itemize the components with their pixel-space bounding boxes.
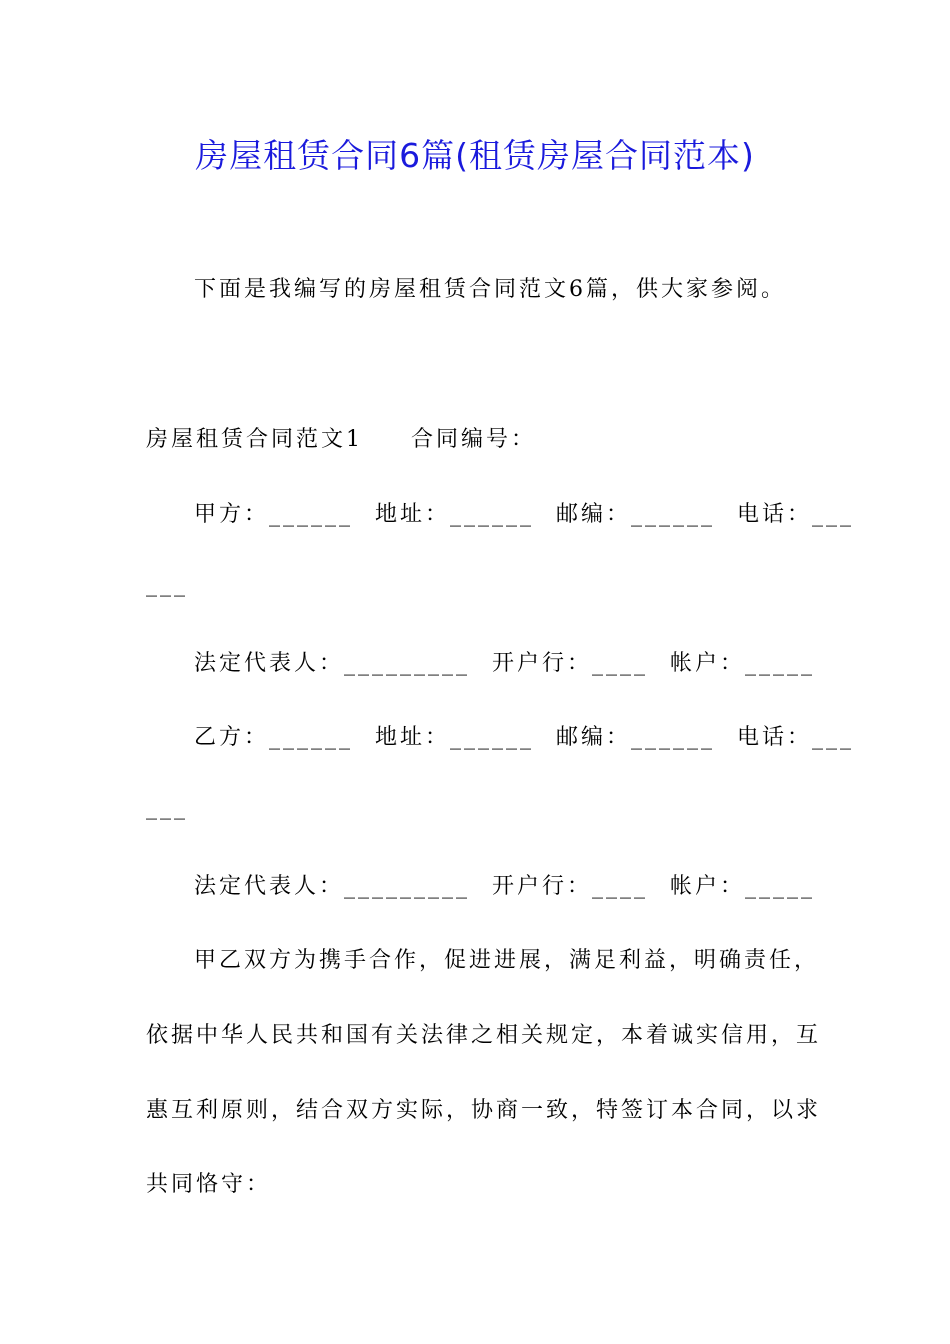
party-b-phone-continued: ___ <box>146 795 188 820</box>
party-b-phone: 电话：___ <box>737 725 855 750</box>
party-a-phone-continued: ___ <box>146 572 188 597</box>
party-a-postcode: 邮编：______ <box>556 502 716 527</box>
body-paragraph-line: 惠互利原则，结合双方实际，协商一致，特签订本合同，以求 <box>146 1098 822 1123</box>
party-b-bank: 开户行：____ <box>492 874 649 899</box>
party-b-postcode: 邮编：______ <box>556 725 716 750</box>
section-heading-row <box>146 422 536 453</box>
body-paragraph-line: 依据中华人民共和国有关法律之相关规定，本着诚实信用，互 <box>146 1023 822 1048</box>
party-a-bank: 开户行：____ <box>492 651 649 676</box>
party-b-account: 帐户：_____ <box>670 874 816 899</box>
party-b-name: 乙方：______ <box>194 725 354 750</box>
party-a-phone: 电话：___ <box>737 502 855 527</box>
party-b-representative: 法定代表人：_________ <box>194 874 471 899</box>
body-paragraph-line: 甲乙双方为携手合作，促进进展，满足利益，明确责任， <box>194 948 820 973</box>
party-a-address: 地址：______ <box>375 502 535 527</box>
section-heading: 房屋租赁合同范文1 <box>146 427 363 452</box>
intro-paragraph: 下面是我编写的房屋租赁合同范文6篇，供大家参阅。 <box>194 277 786 302</box>
party-b-row <box>194 720 854 751</box>
party-a-row <box>194 497 854 528</box>
body-paragraph-line: 共同恪守： <box>146 1172 272 1197</box>
party-a-account: 帐户：_____ <box>670 651 816 676</box>
party-b-bank-row <box>194 869 815 900</box>
party-b-address: 地址：______ <box>375 725 535 750</box>
party-a-representative: 法定代表人：_________ <box>194 651 471 676</box>
document-title: 房屋租赁合同6篇(租赁房屋合同范本) <box>195 136 755 175</box>
party-a-bank-row <box>194 646 815 677</box>
contract-number-label: 合同编号： <box>411 427 537 452</box>
party-a-name: 甲方：______ <box>194 502 354 527</box>
